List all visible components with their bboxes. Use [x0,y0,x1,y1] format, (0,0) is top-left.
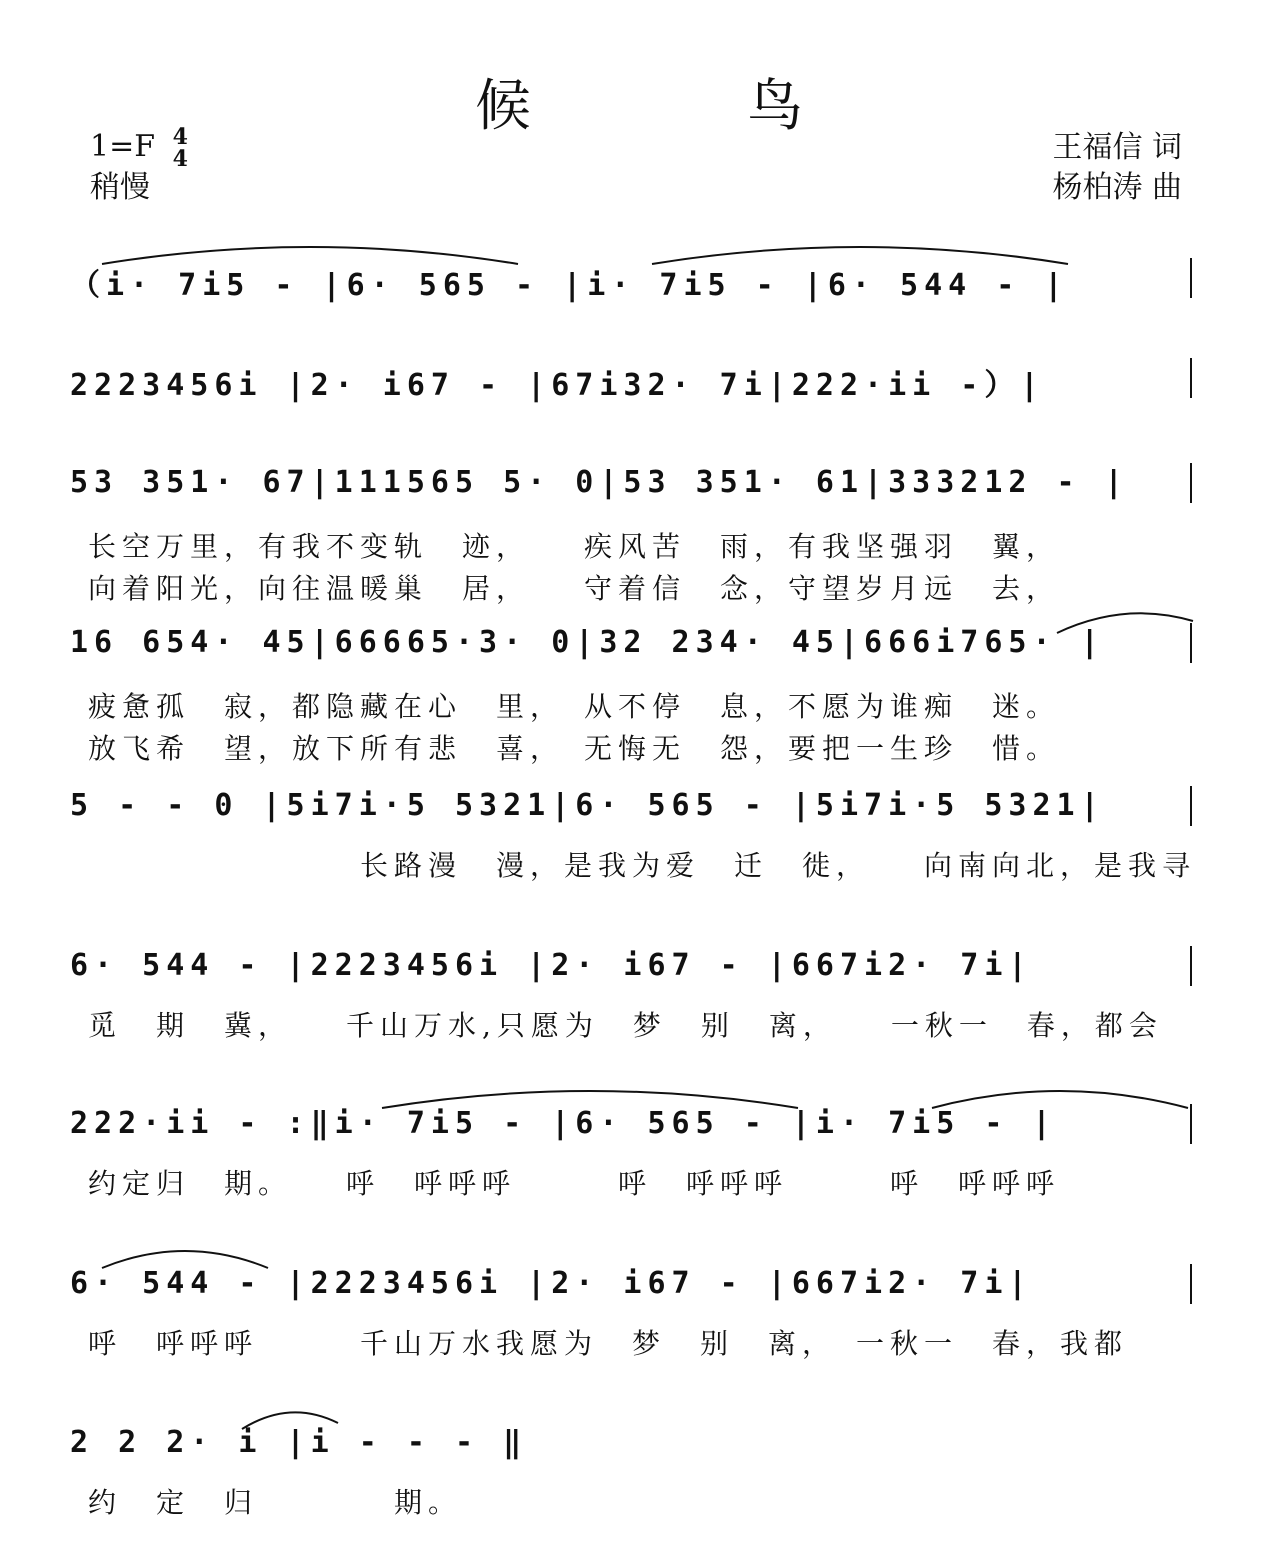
lyric-line: 约 定 归 期。 [88,1486,463,1519]
lyric-line: 觅 期 冀， 千山万水,只愿为 梦 别 离， 一秋一 春，都会 [88,1009,1163,1042]
tempo-marking: 稍慢 [90,170,150,205]
lyric-line: 长路漫 漫，是我为爱 迁 徙， 向南向北，是我寻 [88,849,1197,882]
notation-line: 5 - - 0 |5i7i·5 5321|6· 565 - |5i7i·5 5321| [70,788,1105,823]
key-label: 1=F [90,129,156,164]
score-system-9 [70,1415,1210,1525]
score-system-3 [70,455,1210,605]
score-system-4 [70,615,1210,765]
barline [1190,1104,1192,1144]
composer-credit: 杨柏涛 曲 [1052,170,1182,205]
song-title: 候 鸟 [475,74,883,139]
lyric-line: 约定归 期。 呼 呼呼呼 呼 呼呼呼 呼 呼呼呼 [88,1167,1061,1200]
lyric-line: 呼 呼呼呼 千山万水我愿为 梦 别 离， 一秋一 春，我都 [88,1327,1129,1360]
barline [1190,946,1192,986]
notation-line: 16 654· 45|66665·3· 0|32 234· 45|666i765· | [70,625,1105,660]
barline [1190,1264,1192,1304]
notation-line: 53 351· 67|111565 5· 0|53 351· 61|333212 - | [70,465,1129,500]
notation-line: 222·ii - :‖i· 7i5 - |6· 565 - |i· 7i5 - | [70,1106,1057,1141]
barline [1190,358,1192,398]
lyric-verse-2: 放飞希 望，放下所有悲 喜， 无悔无 怨，要把一生珍 惜。 [88,732,1061,765]
score-system-5 [70,778,1210,888]
score-system-1 [70,250,1210,310]
barline [1190,623,1192,663]
notation-line: 6· 544 - |2223456i |2· i67 - |667i2· 7i| [70,1266,1033,1301]
score-system-2 [70,350,1210,410]
barline [1190,258,1192,298]
score-system-7 [70,1096,1210,1206]
time-signature-top: 4 [172,124,188,150]
time-signature [173,126,188,170]
lyric-verse-1: 长空万里，有我不变轨 迹， 疾风苦 雨，有我坚强羽 翼， [88,530,1061,563]
lyricist-credit: 王福信 词 [1052,130,1182,165]
notation-line: 2 2 2· i |i - - - ‖ [70,1425,528,1460]
time-signature-bottom: 4 [172,146,188,172]
score-system-8 [70,1256,1210,1366]
key-signature [90,126,188,170]
lyric-verse-1: 疲惫孤 寂，都隐藏在心 里， 从不停 息，不愿为谁痴 迷。 [88,690,1061,723]
score-system-6 [70,938,1210,1048]
notation-line: （i· 7i5 - |6· 565 - |i· 7i5 - |6· 544 - | [70,268,1069,303]
notation-line: 6· 544 - |2223456i |2· i67 - |667i2· 7i| [70,948,1033,983]
barline [1190,786,1192,826]
barline [1190,463,1192,503]
lyric-verse-2: 向着阳光，向往温暖巢 居， 守着信 念，守望岁月远 去， [88,572,1061,605]
notation-line: 2223456i |2· i67 - |67i32· 7i|222·ii -）| [70,368,1045,403]
